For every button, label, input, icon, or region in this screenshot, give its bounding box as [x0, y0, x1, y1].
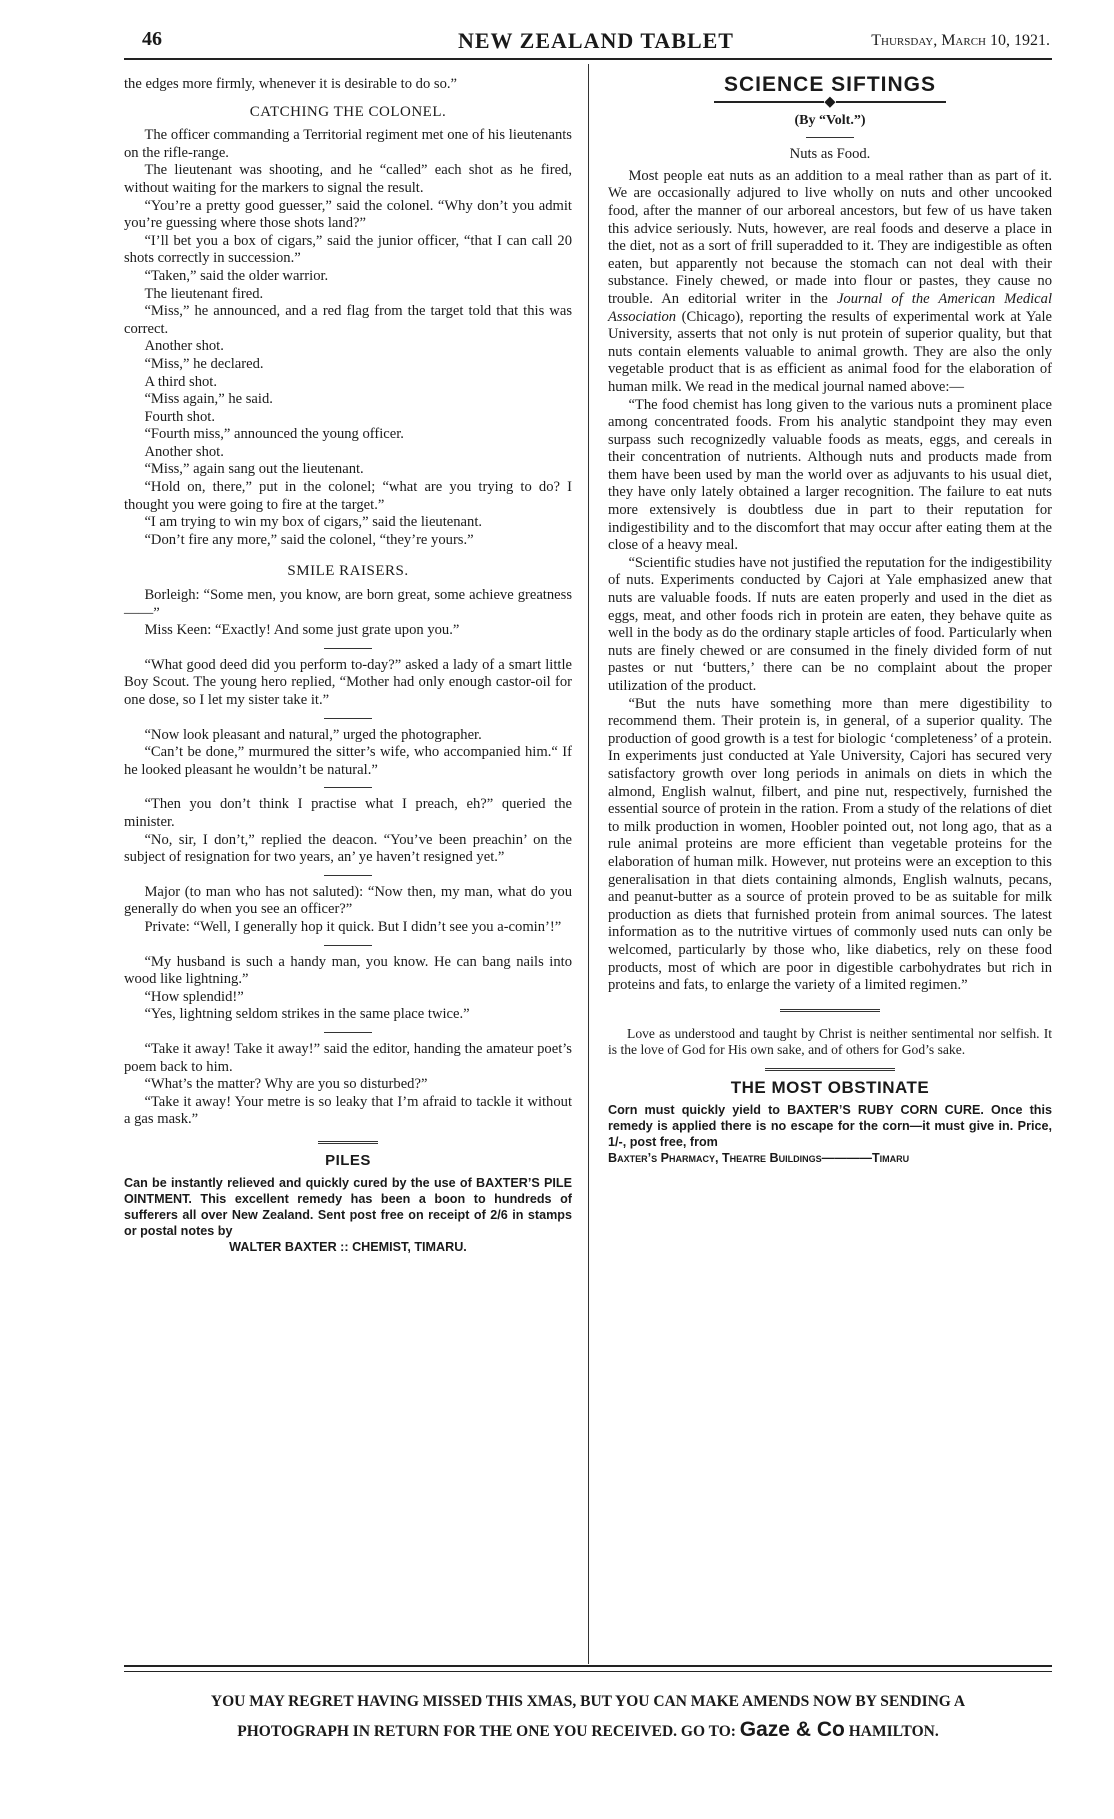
- story-paragraph: “Taken,” said the older warrior.: [144, 267, 329, 284]
- banner-line-1: YOU MAY REGRET HAVING MISSED THIS XMAS, BUT YOU CAN MAKE AMENDS NOW BY SENDING A: [210, 1693, 966, 1710]
- piles-ad-body: Can be instantly relieved and quickly cured by the use of BAXTER’S PILE OINTMENT. This excellent remedy has been a boon to hundreds of sufferers all over New Zealand. Sent post free on receipt of 2/6 in stamps or postal notes by: [124, 1176, 572, 1239]
- journal-name: Journal of the American Medical Association: [608, 290, 1053, 325]
- joke-paragraph: Private: “Well, I generally hop it quick. But I didn’t see you a-comin’!”: [144, 918, 562, 935]
- story-paragraph: “I am trying to win my box of cigars,” said the lieutenant.: [144, 514, 483, 531]
- article-paragraph: “The food chemist has long given to the various nuts a prominent place among concentrated foods. From his analytic standpoint they may even surpass such recognizedly valuable foods as meats, eggs, and cereals in their concentration of nutrients. Although nuts and products made from them have been used by man the world over as adjuvants to his usual diet, they have only lately obtained a larger recognition. The failure to eat nuts more extensively is doubtless due in part to their reputation for indigestibility and to the discomfort that may occur after eating them at the close of a heavy meal.: [608, 396, 1052, 554]
- gaze-co-brand: Gaze & Co: [739, 1718, 845, 1741]
- story-paragraph: “Hold on, there,” put in the colonel; “what are you trying to do? I thought you were going to fire at the target.”: [124, 479, 572, 513]
- joke-paragraph: “No, sir, I don’t,” replied the deacon. “You’ve been preachin’ on the subject of resignation for two years, an’ ye haven’t resigned yet.”: [124, 831, 572, 866]
- joke-paragraph: “Yes, lightning seldom strikes in the same place twice.”: [144, 1006, 470, 1023]
- p1-text-b: (Chicago), reporting the results of experimental work at Yale University, asserts that not only is nut protein of superior quality, but that nuts contain elements valuable to animal growth. They are also the only vegetable product that is as efficient as animal food for the elaboration of human milk. We read in the medical journal named above:—: [608, 308, 1052, 395]
- right-column: [608, 74, 1052, 1166]
- story-paragraph: Fourth shot.: [144, 408, 215, 425]
- piles-ad-signoff: WALTER BAXTER :: CHEMIST, TIMARU.: [229, 1240, 467, 1255]
- ad-rule: [318, 1141, 378, 1144]
- joke-paragraph: “Can’t be done,” murmured the sitter’s wife, who accompanied him.“ If he looked pleasant he wouldn’t be natural.”: [124, 744, 572, 778]
- piles-ad: [124, 1175, 572, 1255]
- joke-separator: [324, 787, 372, 788]
- story-paragraph: “Miss again,” he said.: [144, 391, 273, 408]
- story-paragraph: The lieutenant was shooting, and he “called” each shot as he fired, without waiting for the markers to signal the result.: [124, 162, 572, 196]
- joke-paragraph: “Now look pleasant and natural,” urged the photographer.: [144, 726, 482, 743]
- story-paragraph: “Miss,” he announced, and a red flag from the target told that this was correct.: [124, 303, 572, 337]
- corn-ad-signoff: Baxter’s Pharmacy, Theatre Buildings————Timaru: [608, 1151, 910, 1166]
- story-paragraph: “I’ll bet you a box of cigars,” said the junior officer, “that I can call 20 shots correctly in succession.”: [124, 232, 572, 267]
- banner-line-2-text: PHOTOGRAPH IN RETURN FOR THE ONE YOU RECEIVED. GO TO:: [237, 1723, 736, 1740]
- intro-paragraph: the edges more firmly, whenever it is desirable to do so.”: [124, 76, 457, 92]
- joke-paragraph: Miss Keen: “Exactly! And some just grate upon you.”: [144, 622, 460, 639]
- joke-paragraph: Major (to man who has not saluted): “Now then, my man, what do you generally do when you see an officer?”: [124, 883, 572, 918]
- catching-story: [124, 127, 572, 549]
- love-quote: Love as understood and taught by Christ is neither sentimental nor selfish. It is the love of God for His own sake, and of others for God’s sake.: [608, 1025, 1052, 1057]
- piles-ad-title: PILES: [325, 1151, 371, 1169]
- joke-paragraph: “Take it away! Take it away!” said the editor, handing the amateur poet’s poem back to him.: [124, 1040, 572, 1075]
- story-paragraph: The lieutenant fired.: [144, 285, 264, 302]
- corn-ad-body: Corn must quickly yield to BAXTER’S RUBY CORN CURE. Once this remedy is applied there is no escape for the corn—it must give in. Price, 1/-, post free, from: [608, 1103, 1052, 1150]
- article-paragraph: “Scientific studies have not justified the reputation for the indigestibility of nuts. Experiments conducted by Cajori at Yale emphasized anew that nuts are valuable foods. If nuts are eaten properly and used in the diet as eggs, meat, and other foods rich in protein are eaten, they behave quite as well in the body as do the ordinary staple articles of food. Particularly when nuts are finely chewed or are consumed in the finely divided form of nut pastes or nut ‘butters,’ there can be no complaint about the proper utilization of the product.: [608, 554, 1052, 694]
- story-paragraph: “Miss,” he declared.: [144, 355, 264, 372]
- banner-line-2: [124, 1716, 1052, 1746]
- byline: (By “Volt.”): [794, 112, 866, 128]
- corn-ad: [608, 1102, 1052, 1166]
- publication-title: NEW ZEALAND TABLET: [458, 28, 734, 53]
- article-paragraph-1: [608, 168, 1052, 397]
- header-rule: [124, 58, 1052, 60]
- left-column: [124, 76, 572, 1255]
- article-subtitle: Nuts as Food.: [789, 146, 871, 163]
- byline-rule: [806, 137, 854, 138]
- joke-separator: [324, 875, 372, 876]
- joke-separator: [324, 648, 372, 649]
- joke-paragraph: “Take it away! Your metre is so leaky that I’m afraid to tackle it without a gas mask.”: [124, 1093, 572, 1128]
- joke-separator: [324, 1032, 372, 1033]
- bottom-banner: [124, 1688, 1052, 1746]
- joke-paragraph: “What’s the matter? Why are you so disturbed?”: [144, 1076, 428, 1093]
- story-paragraph: “Don’t fire any more,” said the colonel, “they’re yours.”: [144, 531, 474, 548]
- joke-separator: [324, 718, 372, 719]
- story-paragraph: “Fourth miss,” announced the young officer.: [144, 426, 404, 443]
- story-paragraph: The officer commanding a Territorial regiment met one of his lieutenants on the rifle-range.: [124, 127, 572, 161]
- catching-title: CATCHING THE COLONEL.: [249, 103, 447, 120]
- smile-raisers: [124, 587, 572, 1129]
- joke-paragraph: “Then you don’t think I practise what I preach, eh?” queried the minister.: [124, 796, 572, 830]
- banner-city: HAMILTON.: [848, 1723, 939, 1740]
- page-number: 46: [142, 28, 162, 50]
- banner-rule: [124, 1665, 1052, 1672]
- article-body: [608, 397, 1052, 995]
- story-paragraph: “Miss,” again sang out the lieutenant.: [144, 461, 364, 478]
- p1-text-a: Most people eat nuts as an addition to a meal rather than as part of it. We are occasionally adjured to live wholly on nuts and other uncooked food, after the manner of our arboreal ancestors, but few of us have taken this advice seriously. Nuts, however, are real foods and deserve a place in the diet, not as a sort of frill superadded to it. They are indigestible as often eaten, but apparently not because the stomach can not deal with their substance. Finely chewed, or made into flour or pastes, they cause no trouble. An editorial writer in the: [608, 167, 1052, 307]
- ad-rule-right: [765, 1068, 895, 1071]
- joke-paragraph: “How splendid!”: [144, 988, 244, 1005]
- joke-paragraph: “My husband is such a handy man, you know. He can bang nails into wood like lightning.”: [124, 953, 572, 988]
- article-paragraph: “But the nuts have something more than mere digestibility to recommend them. Their protein is, in general, of a superior quality. The production of good growth is a test for biologic ‘completeness’ of a protein. In experiments just conducted at Yale University, Cajori has secured very satisfactory growth over long periods in animals on diets in which the almond, English walnut, filbert, and pine nut, respectively, furnished the essential source of protein in the ration. From a study of the relations of diet to milk production in women, Hoobler pointed out, not long ago, that as a rule animal proteins are more efficient than vegetable proteins for the elaboration of human milk. However, nut proteins were an exception to this generalisation in that diets containing almonds, English walnuts, pecans, and peanut-butter as a source of protein proved to be as suitable for milk production as diets that furnished protein from animal sources. The latest information as to the nutritive virtues of commonly used nuts can only be welcomed, particularly by those who, like diabetics, rely on these food products, most of which are poor in digestible carbohydrates but rich in proteins and fats, to enlarge the variety of a limited regimen.”: [608, 695, 1052, 994]
- joke-paragraph: Borleigh: “Some men, you know, are born great, some achieve greatness——”: [124, 587, 572, 621]
- smile-title: SMILE RAISERS.: [287, 563, 409, 580]
- story-paragraph: A third shot.: [144, 373, 218, 390]
- column-divider: [588, 64, 589, 1664]
- story-paragraph: Another shot.: [144, 338, 224, 355]
- page-header: [128, 28, 1050, 58]
- corn-ad-title: THE MOST OBSTINATE: [730, 1077, 930, 1097]
- story-paragraph: “You’re a pretty good guesser,” said the colonel. “Why don’t you admit you’re guessing where those shots land?”: [124, 197, 572, 232]
- joke-paragraph: “What good deed did you perform to-day?” asked a lady of a smart little Boy Scout. The young hero replied, “Mother had only enough castor-oil for one dose, so I let my sister take it.”: [124, 656, 572, 708]
- joke-separator: [324, 945, 372, 946]
- article-end-rule: [780, 1009, 880, 1012]
- title-ornament: ◆: [608, 98, 1052, 106]
- issue-date: Thursday, March 10, 1921.: [871, 32, 1050, 49]
- story-paragraph: Another shot.: [144, 443, 224, 460]
- science-siftings-title: SCIENCE SIFTINGS: [723, 73, 937, 96]
